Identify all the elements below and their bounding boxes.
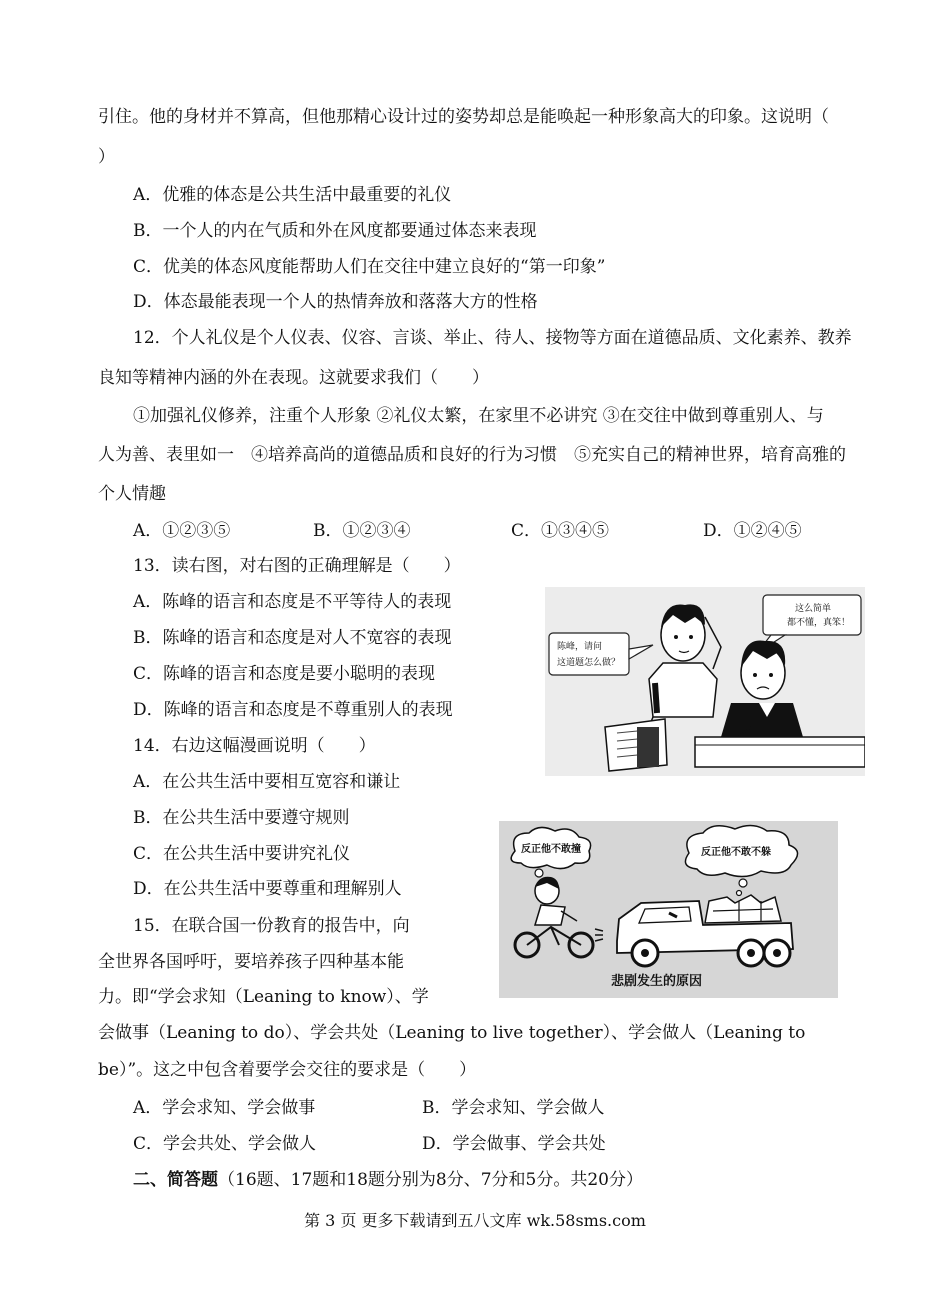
- q11-option-d: D．体态最能表现一个人的热情奔放和落落大方的性格: [133, 292, 538, 312]
- q14-option-b: B．在公共生活中要遵守规则: [133, 808, 350, 828]
- q11-option-c: C．优美的体态风度能帮助人们在交往中建立良好的“第一印象”: [133, 257, 606, 277]
- q12-text-line-4: 人为善、表里如一 ④培养高尚的道德品质和良好的行为习惯 ⑤充实自己的精神世界，培育高雅的: [98, 445, 846, 465]
- bubble-right-line-2: 都不懂，真笨！: [787, 618, 851, 628]
- q12-text-line-5: 个人情趣: [98, 484, 166, 504]
- q13-option-c: C．陈峰的语言和态度是要小聪明的表现: [133, 664, 436, 684]
- q13-option-a: A．陈峰的语言和态度是不平等待人的表现: [133, 592, 452, 612]
- section-2-heading: [133, 1168, 643, 1192]
- q12-text-line-3: ①加强礼仪修养，注重个人形象 ②礼仪太繁，在家里不必讲究 ③在交往中做到尊重别人、与: [133, 406, 824, 426]
- page-footer: 第 3 页 更多下载请到五八文库 wk.58sms.com: [304, 1211, 646, 1230]
- bubble-cyclist-text: 反正他不敢撞: [521, 844, 581, 855]
- q12-text-line-2: 良知等精神内涵的外在表现。这就要求我们（ ）: [98, 368, 489, 388]
- q14-option-c: C．在公共生活中要讲究礼仪: [133, 844, 351, 864]
- bubble-left-line-2: 这道题怎么做？: [557, 658, 621, 668]
- bubble-left-line-1: 陈峰，请问: [557, 642, 603, 652]
- q15-text-line-1: 15．在联合国一份教育的报告中，向: [133, 916, 410, 936]
- bubble-right-line-1: 这么简单: [795, 604, 832, 614]
- q13-text: 13．读右图，对右图的正确理解是（ ）: [133, 556, 461, 576]
- q12-option-a: A．①②③⑤: [133, 521, 231, 541]
- section-2-title: 二、简答题: [133, 1170, 218, 1190]
- q11-text-line-2: ）: [98, 147, 115, 167]
- q11-option-a: A．优雅的体态是公共生活中最重要的礼仪: [133, 185, 452, 205]
- q15-option-b: B．学会求知、学会做人: [422, 1098, 605, 1118]
- bubble-driver-text: 反正他不敢不躲: [701, 847, 771, 858]
- q14-option-a: A．在公共生活中要相互宽容和谦让: [133, 772, 401, 792]
- q15-option-a: A．学会求知、学会做事: [133, 1098, 316, 1118]
- q14-option-d: D．在公共生活中要尊重和理解别人: [133, 879, 402, 899]
- q15-option-d: D．学会做事、学会共处: [422, 1134, 606, 1154]
- q14-text: 14．右边这幅漫画说明（ ）: [133, 736, 376, 756]
- q13-option-d: D．陈峰的语言和态度是不尊重别人的表现: [133, 700, 453, 720]
- q15-option-c: C．学会共处、学会做人: [133, 1134, 317, 1154]
- section-2-note: （16题、17题和18题分别为8分、7分和5分。共20分）: [218, 1170, 643, 1190]
- q12-option-d: D．①②④⑤: [703, 521, 802, 541]
- q15-text-line-2: 全世界各国呼吁，要培养孩子四种基本能: [98, 952, 404, 972]
- cartoon-traffic-image: [499, 821, 838, 998]
- q15-text-line-3: 力。即“学会求知（Leaning to know）、学: [98, 987, 429, 1007]
- q12-text-line-1: 12．个人礼仪是个人仪表、仪容、言谈、举止、待人、接物等方面在道德品质、文化素养、教养: [133, 328, 852, 348]
- q11-option-b: B．一个人的内在气质和外在风度都要通过体态来表现: [133, 221, 537, 241]
- cartoon-classroom-image: [545, 587, 865, 776]
- q15-text-line-4: 会做事（Leaning to do）、学会共处（Leaning to live together）、学会做人（Leaning to: [98, 1023, 806, 1043]
- q12-option-c: C．①③④⑤: [511, 521, 610, 541]
- q11-text-line-1: 引住。他的身材并不算高，但他那精心设计过的姿势却总是能唤起一种形象高大的印象。这说明（: [98, 107, 829, 127]
- open-book: [605, 719, 667, 771]
- q15-text-line-5: be）”。这之中包含着要学会交往的要求是（ ）: [98, 1060, 477, 1080]
- q13-option-b: B．陈峰的语言和态度是对人不宽容的表现: [133, 628, 452, 648]
- cartoon-caption: 悲剧发生的原因: [611, 974, 703, 989]
- q12-option-b: B．①②③④: [313, 521, 411, 541]
